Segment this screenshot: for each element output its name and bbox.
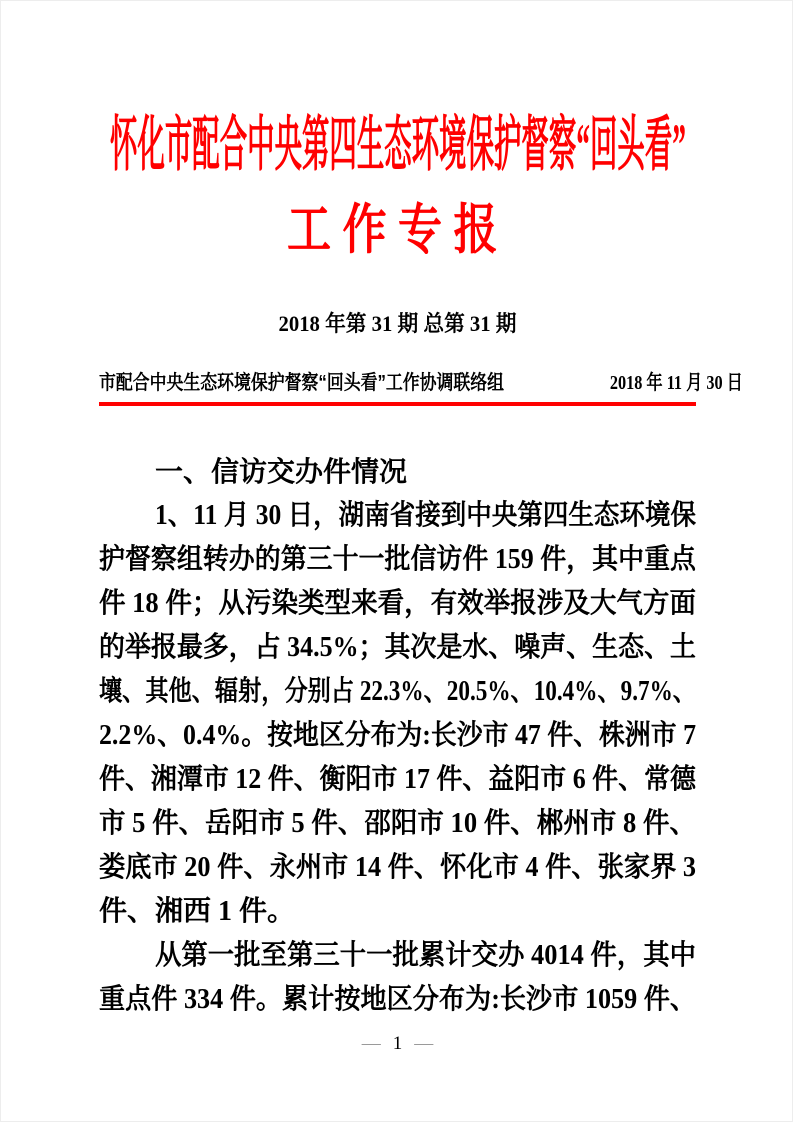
section-heading: 一、信访交办件情况 (155, 456, 408, 487)
body-line: 娄底市 20 件、永州市 14 件、怀化市 4 件、张家界 3 (99, 852, 697, 883)
body-line: 1、11 月 30 日，湖南省接到中央第四生态环境保 (155, 500, 697, 531)
red-divider-rule (99, 402, 696, 406)
body-line: 件、湘西 1 件。 (99, 896, 296, 927)
body-line: 壤、其他、辐射，分别占 22.3%、20.5%、10.4%、9.7%、 (99, 676, 697, 707)
footer-dash-left: — (361, 1033, 381, 1054)
footer-dash-right: — (414, 1033, 434, 1054)
page-footer (99, 1032, 696, 1056)
issue-info-line (99, 309, 696, 339)
masthead-row (99, 369, 743, 397)
issue-date: 2018 年 11 月 30 日 (609, 372, 743, 394)
document-title-line2 (99, 197, 696, 263)
body-line: 护督察组转办的第三十一批信访件 159 件，其中重点 (99, 544, 697, 575)
document-title-line1 (99, 113, 696, 177)
page-number: 1 (392, 1033, 403, 1054)
body-line: 2.2%、0.4%。按地区分布为:长沙市 47 件、株洲市 7 (99, 720, 697, 751)
body-line: 件、湘潭市 12 件、衡阳市 17 件、益阳市 6 件、常德 (99, 764, 697, 795)
body-line: 的举报最多，占 34.5%；其次是水、噪声、生态、土 (99, 632, 697, 663)
body-line: 件 18 件；从污染类型来看，有效举报涉及大气方面 (99, 588, 697, 619)
body-line: 从第一批至第三十一批累计交办 4014 件，其中 (155, 940, 697, 971)
document-content-area (99, 1, 743, 1056)
body-line: 重点件 334 件。累计按地区分布为:长沙市 1059 件、 (99, 984, 697, 1015)
issue-info-text: 2018 年第 31 期 总第 31 期 (278, 311, 517, 336)
document-title-line2-text: 工作专报 (286, 200, 509, 260)
issuing-org: 市配合中央生态环境保护督察“回头看”工作协调联络组 (99, 372, 505, 394)
document-title-line1-text: 怀化市配合中央第四生态环境保护督察“回头看” (109, 112, 686, 178)
body-line: 市 5 件、岳阳市 5 件、邵阳市 10 件、郴州市 8 件、 (99, 808, 697, 839)
document-body (99, 450, 696, 1022)
